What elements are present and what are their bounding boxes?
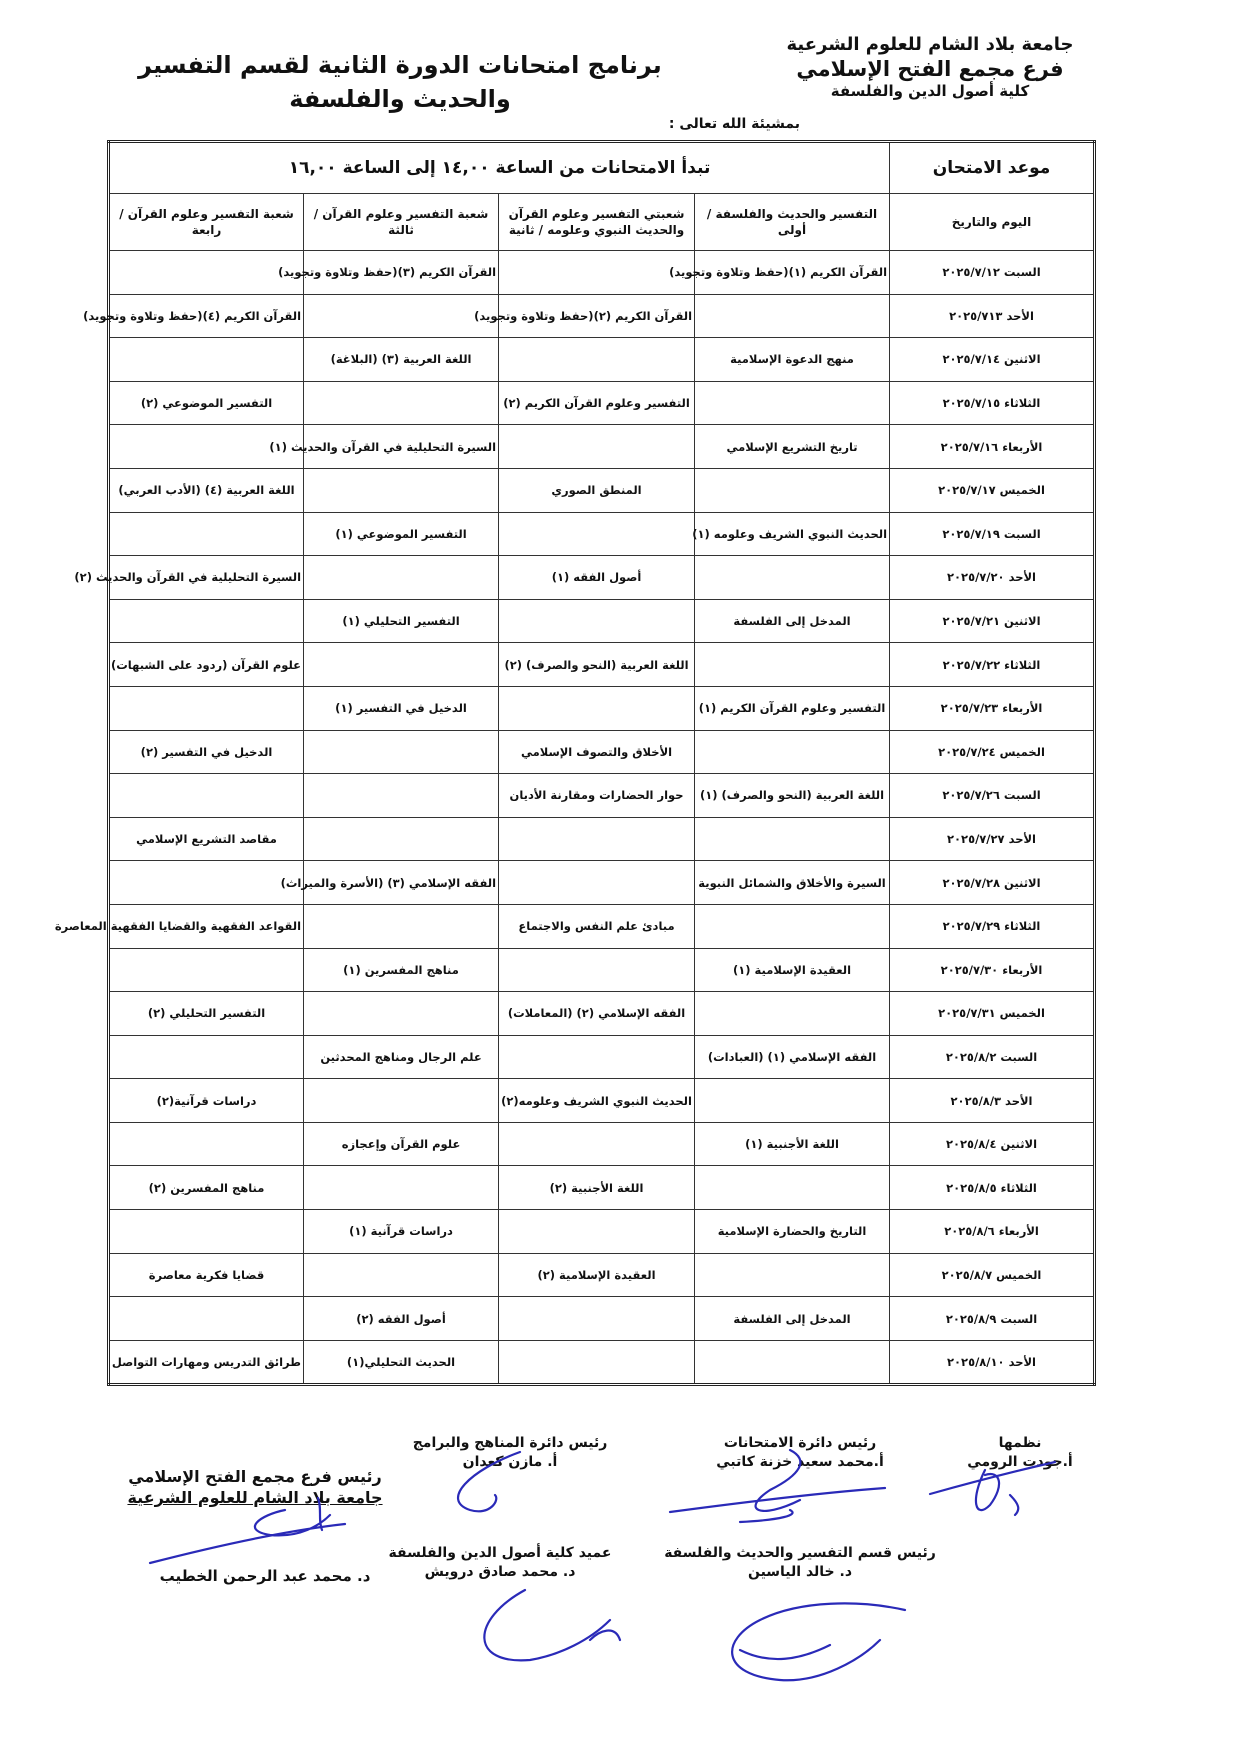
cell-year3: الحديث التحليلي(١) xyxy=(304,1340,499,1385)
signature-branch-head-ink xyxy=(150,1498,345,1563)
cell-year3: أصول الفقه (٢) xyxy=(304,1297,499,1341)
cell-date: الاثنين ٢٠٢٥/٨/٤ xyxy=(890,1122,1095,1166)
cell-year2: حوار الحضارات ومقارنة الأديان xyxy=(499,774,695,818)
cell-date: الخميس ٢٠٢٥/٨/٧ xyxy=(890,1253,1095,1297)
cell-year2: العقيدة الإسلامية (٢) xyxy=(499,1253,695,1297)
cell-year4: السيرة التحليلية في القرآن والحديث (٢) xyxy=(109,556,304,600)
cell-year3: التفسير الموضوعي (١) xyxy=(304,512,499,556)
cell-year4: القرآن الكريم (٤)(حفظ وتلاوة وتجويد) xyxy=(109,294,304,338)
branch-name: فرع مجمع الفتح الإسلامي xyxy=(796,57,1064,81)
cell-date: الخميس ٢٠٢٥/٧/١٧ xyxy=(890,468,1095,512)
cell-date: السبت ٢٠٢٥/٧/٢٦ xyxy=(890,774,1095,818)
cell-year2: اللغة العربية (النحو والصرف) (٢) xyxy=(499,643,695,687)
cell-year4: علوم القرآن (ردود على الشبهات) xyxy=(109,643,304,687)
cell-year3: الدخيل في التفسير (١) xyxy=(304,686,499,730)
cell-year3: القرآن الكريم (٣)(حفظ وتلاوة وتجويد) xyxy=(304,251,499,295)
column-header-year4: شعبة التفسير وعلوم القرآن / رابعة xyxy=(109,194,304,251)
cell-year4: التفسير التحليلي (٢) xyxy=(109,992,304,1036)
cell-year2: الحديث النبوي الشريف وعلومه(٢) xyxy=(499,1079,695,1123)
cell-date: السبت ٢٠٢٥/٧/١٩ xyxy=(890,512,1095,556)
signature-org: جامعة بلاد الشام للعلوم الشرعية xyxy=(127,1488,383,1507)
column-header-year1: التفسير والحديث والفلسفة / أولى xyxy=(695,194,890,251)
cell-year4: مناهج المفسرين (٢) xyxy=(109,1166,304,1210)
signature-role: رئيس فرع مجمع الفتح الإسلامي xyxy=(128,1467,382,1486)
cell-year1: المدخل إلى الفلسفة xyxy=(695,1297,890,1341)
cell-date: الأحد ٢٠٢٥/٧/٢٧ xyxy=(890,817,1095,861)
signature-role: رئيس دائرة الامتحانات xyxy=(723,1435,877,1451)
cell-year3: الفقه الإسلامي (٣) (الأسرة والميراث) xyxy=(304,861,499,905)
cell-year4: دراسات قرآنية(٢) xyxy=(109,1079,304,1123)
signature-department-head-ink xyxy=(732,1603,905,1680)
cell-year2: المنطق الصوري xyxy=(499,468,695,512)
cell-year2: الفقه الإسلامي (٢) (المعاملات) xyxy=(499,992,695,1036)
cell-date: الأحد ٢٠٢٥/٨/١٠ xyxy=(890,1340,1095,1385)
cell-date: الثلاثاء ٢٠٢٥/٧/١٥ xyxy=(890,381,1095,425)
cell-year3: التفسير التحليلي (١) xyxy=(304,599,499,643)
cell-year1: السيرة والأخلاق والشمائل النبوية xyxy=(695,861,890,905)
cell-year1: المدخل إلى الفلسفة xyxy=(695,599,890,643)
signature-role: عميد كلية أصول الدين والفلسفة xyxy=(388,1545,612,1561)
cell-date: الاثنين ٢٠٢٥/٧/٢٨ xyxy=(890,861,1095,905)
invocation: بمشيئة الله تعالى : xyxy=(668,116,800,132)
cell-date: السبت ٢٠٢٥/٨/٢ xyxy=(890,1035,1095,1079)
cell-year2: القرآن الكريم (٢)(حفظ وتلاوة وتجويد) xyxy=(499,294,695,338)
cell-year2: مبادئ علم النفس والاجتماع xyxy=(499,904,695,948)
cell-year2: أصول الفقه (١) xyxy=(499,556,695,600)
cell-date: الثلاثاء ٢٠٢٥/٨/٥ xyxy=(890,1166,1095,1210)
exam-time-label: موعد الامتحان xyxy=(890,142,1095,194)
cell-date: الثلاثاء ٢٠٢٥/٧/٢٢ xyxy=(890,643,1095,687)
signature-name: د. خالد الياسين xyxy=(747,1564,853,1580)
signature-curricula-head-ink xyxy=(458,1452,520,1511)
cell-date: الثلاثاء ٢٠٢٥/٧/٢٩ xyxy=(890,904,1095,948)
cell-date: الخميس ٢٠٢٥/٧/٢٤ xyxy=(890,730,1095,774)
signature-name: أ. مازن كعدان xyxy=(462,1454,558,1470)
signature-role: نظمها xyxy=(998,1435,1042,1451)
signature-dean-ink xyxy=(484,1590,620,1660)
cell-date: الأربعاء ٢٠٢٥/٨/٦ xyxy=(890,1210,1095,1254)
cell-year1: منهج الدعوة الإسلامية xyxy=(695,338,890,382)
signature-branch-head-name: د. محمد عبد الرحمن الخطيب xyxy=(159,1567,371,1585)
cell-year1: اللغة العربية (النحو والصرف) (١) xyxy=(695,774,890,818)
cell-date: السبت ٢٠٢٥/٧/١٢ xyxy=(890,251,1095,295)
cell-date: الأحد ٢٠٢٥/٧/٢٠ xyxy=(890,556,1095,600)
signature-name: د. محمد صادق درويش xyxy=(424,1564,576,1580)
cell-year3: اللغة العربية (٣) (البلاغة) xyxy=(304,338,499,382)
signature-organizer-ink xyxy=(930,1462,1055,1515)
cell-year3: مناهج المفسرين (١) xyxy=(304,948,499,992)
cell-year1: العقيدة الإسلامية (١) xyxy=(695,948,890,992)
cell-date: الأحد ٢٠٢٥/٨/٣ xyxy=(890,1079,1095,1123)
cell-date: الأحد ٢٠٢٥/٧١٣ xyxy=(890,294,1095,338)
cell-year1: اللغة الأجنبية (١) xyxy=(695,1122,890,1166)
cell-year1: التاريخ والحضارة الإسلامية xyxy=(695,1210,890,1254)
cell-year3: علوم القرآن وإعجازه xyxy=(304,1122,499,1166)
signature-role: رئيس قسم التفسير والحديث والفلسفة xyxy=(664,1545,936,1561)
cell-year2: التفسير وعلوم القرآن الكريم (٢) xyxy=(499,381,695,425)
cell-year4: اللغة العربية (٤) (الأدب العربي) xyxy=(109,468,304,512)
cell-year3: علم الرجال ومناهج المحدثين xyxy=(304,1035,499,1079)
cell-year1: الفقه الإسلامي (١) (العبادات) xyxy=(695,1035,890,1079)
cell-date: الأربعاء ٢٠٢٥/٧/١٦ xyxy=(890,425,1095,469)
cell-date: الاثنين ٢٠٢٥/٧/١٤ xyxy=(890,338,1095,382)
cell-year4: القواعد الفقهية والقضايا الفقهية المعاصرة xyxy=(109,904,304,948)
cell-year1: الحديث النبوي الشريف وعلومه (١) xyxy=(695,512,890,556)
cell-date: الخميس ٢٠٢٥/٧/٣١ xyxy=(890,992,1095,1036)
signature-name: أ.جودت الرومي xyxy=(967,1454,1073,1470)
signature-name: أ.محمد سعيد خزنة كاتبي xyxy=(716,1454,884,1470)
cell-year1: القرآن الكريم (١)(حفظ وتلاوة وتجويد) xyxy=(695,251,890,295)
cell-year1: التفسير وعلوم القرآن الكريم (١) xyxy=(695,686,890,730)
document-title: برنامج امتحانات الدورة الثانية لقسم التفسير والحديث والفلسفة xyxy=(138,51,662,113)
column-header-year2: شعبتي التفسير وعلوم القرآن والحديث النبوي وعلومه / ثانية xyxy=(499,194,695,251)
cell-year2: الأخلاق والتصوف الإسلامي xyxy=(499,730,695,774)
cell-date: الاثنين ٢٠٢٥/٧/٢١ xyxy=(890,599,1095,643)
cell-year3: السيرة التحليلية في القرآن والحديث (١) xyxy=(304,425,499,469)
cell-year3: دراسات قرآنية (١) xyxy=(304,1210,499,1254)
cell-year4: قضايا فكرية معاصرة xyxy=(109,1253,304,1297)
signature-role: رئيس دائرة المناهج والبرامج xyxy=(412,1435,608,1451)
cell-year1: تاريخ التشريع الإسلامي xyxy=(695,425,890,469)
column-header-year3: شعبة التفسير وعلوم القرآن / ثالثة xyxy=(304,194,499,251)
column-header-date: اليوم والتاريخ xyxy=(890,194,1095,251)
cell-year4: طرائق التدريس ومهارات التواصل xyxy=(109,1340,304,1385)
cell-year4: مقاصد التشريع الإسلامي xyxy=(109,817,304,861)
exam-time-value: تبدأ الامتحانات من الساعة ١٤,٠٠ إلى الساعة ١٦,٠٠ xyxy=(109,142,890,194)
university-name: جامعة بلاد الشام للعلوم الشرعية xyxy=(786,34,1074,55)
signature-exams-head-ink xyxy=(670,1450,885,1522)
cell-year4: التفسير الموضوعي (٢) xyxy=(109,381,304,425)
cell-date: الأربعاء ٢٠٢٥/٧/٣٠ xyxy=(890,948,1095,992)
cell-date: الأربعاء ٢٠٢٥/٧/٢٣ xyxy=(890,686,1095,730)
cell-year4: الدخيل في التفسير (٢) xyxy=(109,730,304,774)
cell-year2: اللغة الأجنبية (٢) xyxy=(499,1166,695,1210)
faculty-name: كلية أصول الدين والفلسفة xyxy=(830,82,1030,100)
cell-date: السبت ٢٠٢٥/٨/٩ xyxy=(890,1297,1095,1341)
